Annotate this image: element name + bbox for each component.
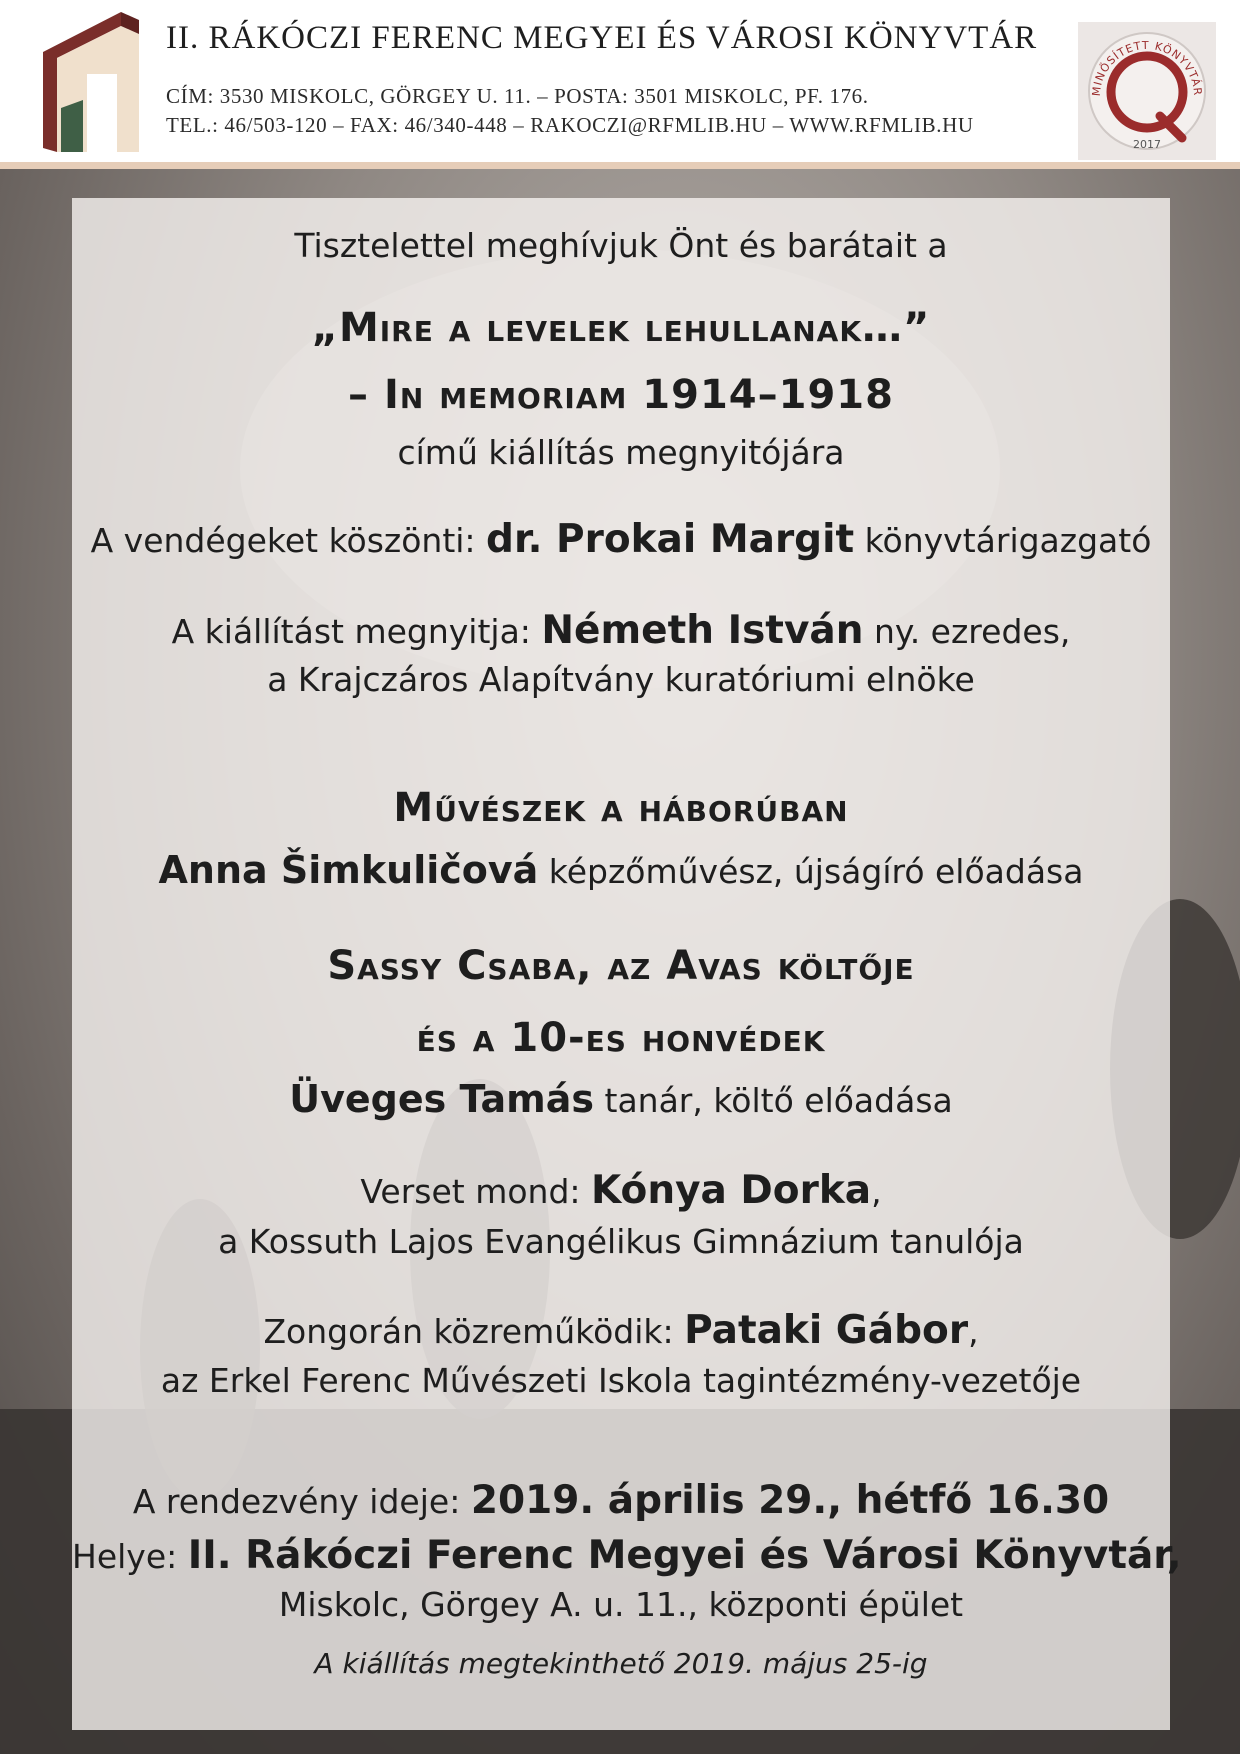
event-time-line — [72, 1478, 1170, 1523]
piano-comma: , — [968, 1312, 979, 1351]
talk1-speaker-line — [72, 848, 1170, 892]
closing-note: A kiállítás megtekinthető 2019. május 25-ig — [314, 1647, 928, 1680]
welcome-name: dr. Prokai Margit — [486, 517, 855, 562]
talk2-title: Sassy Csaba, az Avas költője — [327, 943, 915, 989]
talk2-speaker: Üveges Tamás — [289, 1077, 595, 1121]
library-address: CÍM: 3530 MISKOLC, GÖRGEY U. 11. – POSTA: 3501 MISKOLC, PF. 176. — [166, 84, 869, 108]
event-time-value: 2019. április 29., hétfő 16.30 — [470, 1478, 1110, 1523]
quality-arc-text: MINŐSÍTETT KÖNYVTÁR — [1089, 38, 1205, 97]
piano-line — [72, 1308, 1170, 1353]
header-divider — [0, 162, 1240, 169]
venue-prefix: Helye: — [72, 1537, 188, 1576]
talk1-speaker: Anna Šimkuličová — [158, 848, 539, 892]
opening-role: ny. ezredes, — [863, 612, 1071, 651]
talk2-role: tanár, költő előadása — [594, 1081, 953, 1120]
opening-prefix: A kiállítást megnyitja: — [171, 612, 542, 651]
opening-line-2: a Krajczáros Alapítvány kuratóriumi elnöke — [267, 660, 975, 699]
exhibition-subtitle: című kiállítás megnyitójára — [397, 433, 845, 472]
library-name: II. RÁKÓCZI FERENC MEGYEI ÉS VÁROSI KÖNYVTÁR — [166, 20, 1038, 56]
talk2-title-sub: és a 10-es honvédek — [416, 1015, 826, 1061]
opening-line — [72, 608, 1170, 653]
piano-prefix: Zongorán közreműködik: — [263, 1312, 685, 1351]
poem-line — [72, 1168, 1170, 1213]
welcome-role: könyvtárigazgató — [854, 521, 1152, 560]
intro-text: Tisztelettel meghívjuk Önt és barátait a — [294, 226, 948, 265]
library-contact: TEL.: 46/503-120 – FAX: 46/340-448 – RAKOCZI@RFMLIB.HU – WWW.RFMLIB.HU — [166, 113, 974, 137]
welcome-prefix: A vendégeket köszönti: — [90, 521, 487, 560]
venue-line-2: Miskolc, Görgey A. u. 11., központi épület — [278, 1585, 964, 1624]
library-logo-icon — [43, 12, 139, 152]
welcome-line — [72, 517, 1170, 562]
poem-line-2: a Kossuth Lajos Evangélikus Gimnázium tanulója — [218, 1222, 1024, 1261]
exhibition-title: „Mire a levelek lehullanak…” — [311, 305, 931, 351]
event-time-prefix: A rendezvény ideje: — [132, 1482, 471, 1521]
venue-value: II. Rákóczi Ferenc Megyei és Városi Könyvtár, — [187, 1533, 1182, 1578]
talk1-role: képzőművész, újságíró előadása — [538, 852, 1084, 891]
quality-year: 2017 — [1133, 138, 1161, 151]
talk2-speaker-line — [72, 1077, 1170, 1121]
quality-seal-icon — [1078, 22, 1216, 160]
piano-line-2: az Erkel Ferenc Művészeti Iskola tagintézmény-vezetője — [160, 1361, 1082, 1400]
talk1-title: Művészek a háborúban — [393, 785, 849, 831]
poem-prefix: Verset mond: — [360, 1172, 592, 1211]
exhibition-title-sub: – In memoriam 1914–1918 — [348, 372, 894, 418]
venue-line — [72, 1533, 1182, 1578]
header — [0, 0, 1240, 164]
poem-comma: , — [871, 1172, 882, 1211]
piano-name: Pataki Gábor — [684, 1308, 969, 1353]
opening-name: Németh István — [541, 608, 864, 653]
poem-name: Kónya Dorka — [591, 1168, 872, 1213]
quality-badge — [1078, 22, 1216, 160]
